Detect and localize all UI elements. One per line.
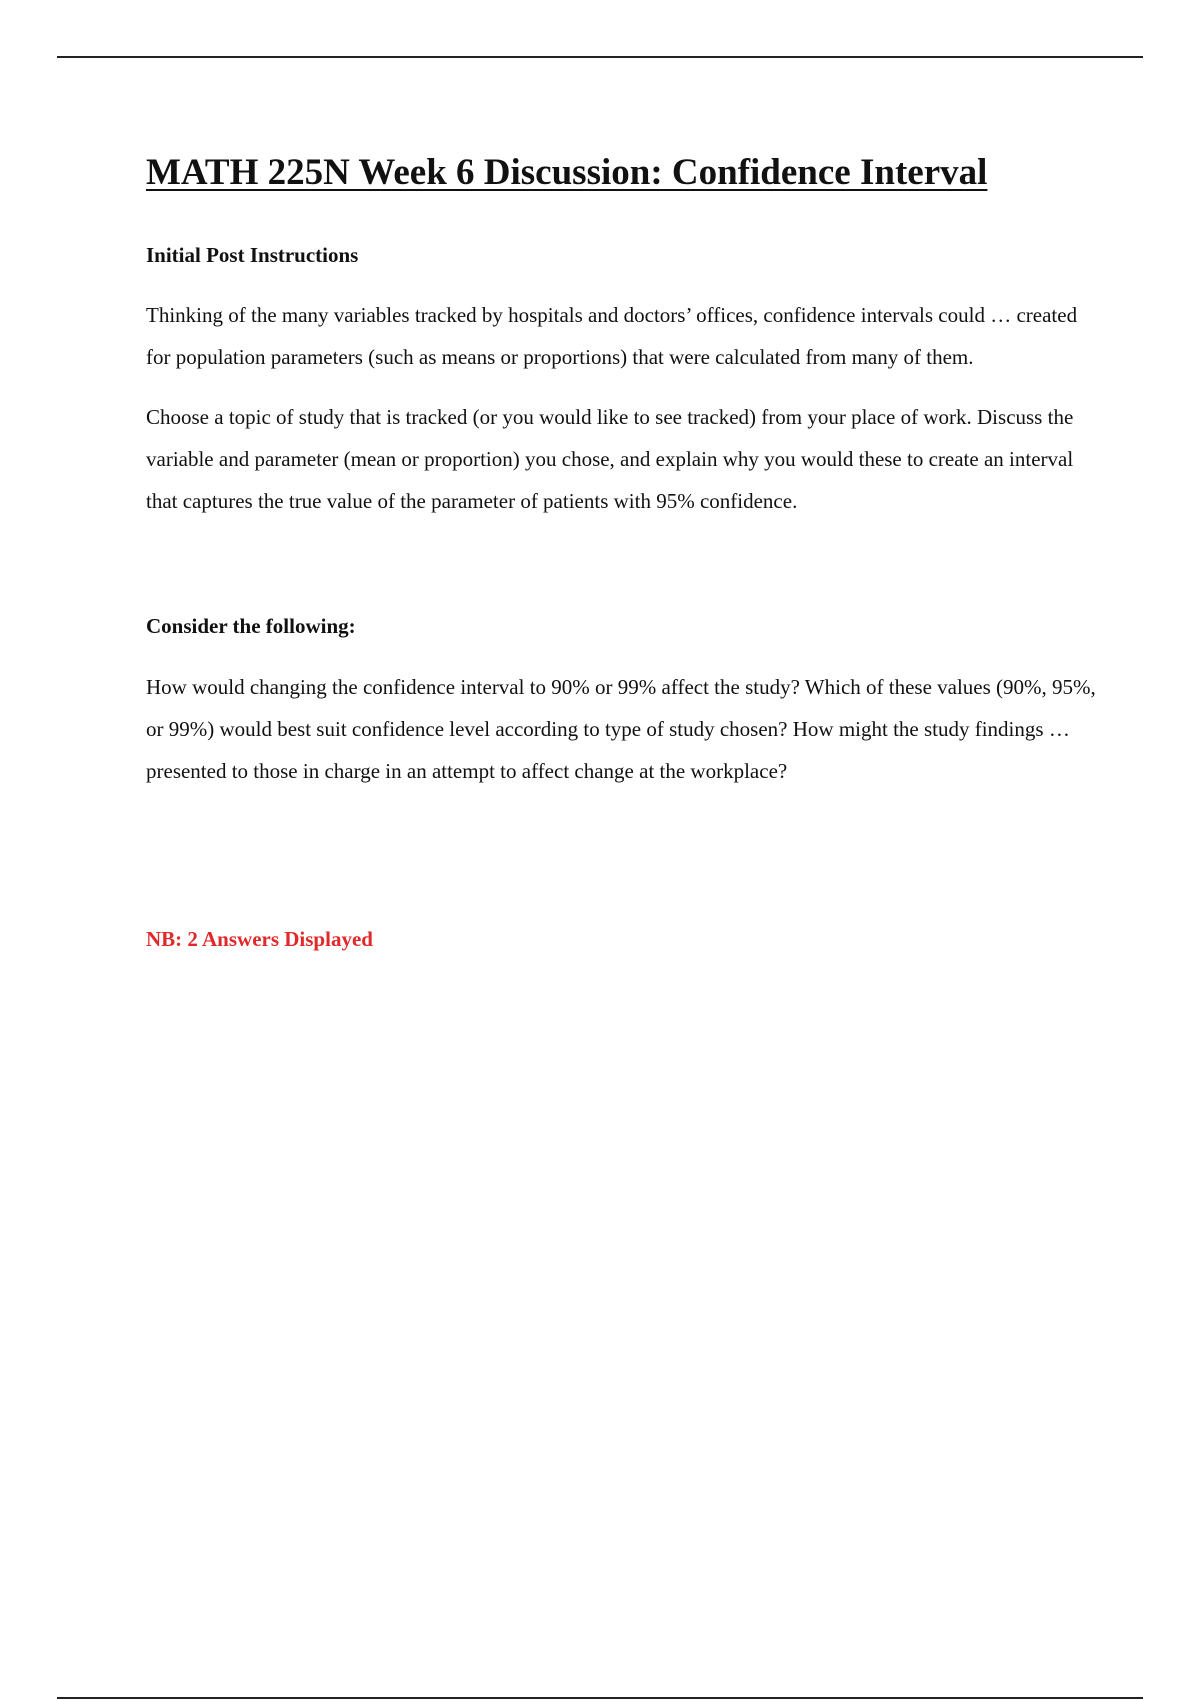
- section-heading-consider: Consider the following:: [146, 613, 356, 638]
- top-divider: [57, 56, 1143, 58]
- instructions-paragraph-1: Thinking of the many variables tracked by hospitals and doctors’ offices, confidence intervals could … created for population parameters (such as means or proportions) that were calculated from many of them.: [146, 302, 1078, 369]
- answers-note: NB: 2 Answers Displayed: [146, 926, 373, 951]
- bottom-divider: [57, 1697, 1143, 1699]
- page-title: MATH 225N Week 6 Discussion: Confidence Interval: [146, 152, 988, 193]
- document-body: [146, 150, 1106, 953]
- consider-paragraph: How would changing the confidence interval to 90% or 99% affect the study? Which of these values (90%, 95%, or 99%) would best suit confidence level according to type of study chosen? How might the study findings … presented to those in charge in an attempt to affect change at the workplace?: [146, 674, 1096, 783]
- instructions-paragraph-2: Choose a topic of study that is tracked (or you would like to see tracked) from your place of work. Discuss the variable and parameter (mean or proportion) you chose, and explain why you would these to create an interval that captures the true value of the parameter of patients with 95% confidence.: [146, 404, 1074, 513]
- section-heading-initial-post: Initial Post Instructions: [146, 243, 359, 268]
